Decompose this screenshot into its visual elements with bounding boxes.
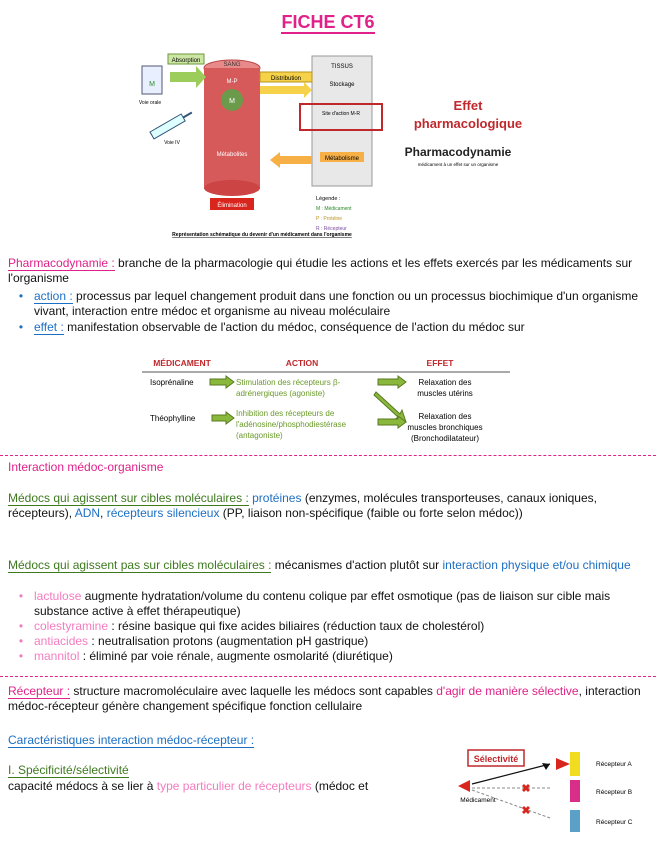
voie-iv-label: Voie IV [164,140,180,146]
legend-title: Légende : [316,196,341,202]
svg-text:pharmacologique: pharmacologique [413,116,523,131]
recepteur-definition: Récepteur : structure macromoléculaire avec laquelle les médocs sont capables d'agir de manière sélective, interaction médoc-récepteur génère changement spécifique fonction cellulaire [8,684,641,713]
svg-text:Élimination: Élimination [217,203,247,209]
svg-text:M : Médicament: M : Médicament [316,206,352,212]
divider [0,455,656,456]
svg-text:(antagoniste): (antagoniste) [236,431,283,440]
svg-text:Relaxation des: Relaxation des [418,378,472,387]
svg-text:muscles bronchiques: muscles bronchiques [407,423,483,432]
sang-label: SANG [223,62,241,68]
metabolites-label: Métabolites [216,152,248,158]
svg-text:Inhibition des récepteurs de: Inhibition des récepteurs de [236,409,335,418]
recepteur-b-icon [570,780,580,802]
medicament-icon [458,780,470,792]
svg-text:adrénergiques (agoniste): adrénergiques (agoniste) [236,389,325,398]
drug-action-table [140,352,520,452]
pharmacokinetics-diagram [130,48,530,238]
svg-text:P : Protéine: P : Protéine [316,216,343,222]
caracteristiques-title: Caractéristiques interaction médoc-récepteur : [8,733,255,747]
syringe-icon [150,109,194,139]
voie-orale-label: Voie orale [138,100,162,106]
oral-drug-icon [142,66,162,94]
page-title: FICHE CT6 [281,12,375,32]
svg-text:Stockage: Stockage [329,82,355,88]
drug-isoprenaline: Isoprénaline [150,378,194,387]
pharmacodynamie-label: Pharmacodynamie [404,145,512,159]
distribution-label: Distribution [270,76,302,82]
tissus-box [312,56,372,186]
definition-action: • action : processus par lequel changement produit dans une fonction ou un processus biochimique d'un organisme vivant, interaction entre médoc et organisme au niveau moléculaire [18,289,639,318]
svg-text:Stimulation des récepteurs β-: Stimulation des récepteurs β- [236,378,341,387]
definition-effet: • effet : manifestation observable de l'action du médoc, conséquence de l'action du médoc sur [18,320,525,334]
diagram-caption: Représentation schématique du devenir d'un médicament dans l'organisme [172,232,352,238]
header-action: ACTION [285,358,319,368]
recepteur-c-icon [570,810,580,832]
svg-text:Récepteur B: Récepteur B [596,789,633,796]
list-item: • colestyramine : résine basique qui fixe acides biliaires (réduction taux de cholestérol) [18,619,485,633]
svg-text:Métabolisme: Métabolisme [324,156,360,162]
mp-label: M-P [226,79,238,85]
cibles-paragraph: Médocs qui agissent sur cibles moléculaires : protéines (enzymes, molécules transporteuses, canaux ioniques, récepteurs), ADN, récepteurs silencieux (PP, liaison non-spécifique (faible ou forte selon médoc)) [8,491,597,520]
blood-cylinder [204,68,260,188]
svg-text:Site d'action M-R: Site d'action M-R [322,111,360,117]
svg-text:Médicament: Médicament [460,797,496,804]
noncibles-list [8,589,648,664]
recepteur-a-icon [570,752,580,776]
absorption-label: Absorption [171,58,201,64]
effet-pharmacologique-label: Effet [453,98,483,113]
section-interaction-title: Interaction médoc-organisme [8,460,164,474]
svg-text:Relaxation des: Relaxation des [418,412,472,421]
svg-text:✖: ✖ [521,783,531,795]
header-medicament: MÉDICAMENT [153,358,211,368]
drug-theophylline: Théophylline [150,414,196,423]
specificite-text: capacité médocs à se lier à type particulier de récepteurs (médoc et [8,779,369,793]
divider [0,676,656,677]
svg-text:l'adénosine/phosphodiestérase: l'adénosine/phosphodiestérase [236,420,347,429]
svg-text:Sélectivité: Sélectivité [473,754,519,764]
definition-pharmacodynamie: Pharmacodynamie : branche de la pharmacologie qui étudie les actions et les effets exercés par les médicaments sur l'organisme [8,256,633,285]
svg-text:(Bronchodilatateur): (Bronchodilatateur) [410,434,480,443]
svg-text:Récepteur C: Récepteur C [596,819,633,826]
m-label: M [229,98,235,105]
list-item: • lactulose augmente hydratation/volume du contenu colique par effet osmotique (pas de liaison sur cible mais substance active à effet thérapeutique) [18,589,611,618]
svg-text:R : Récepteur: R : Récepteur [316,226,347,232]
svg-text:muscles utérins: muscles utérins [417,389,473,398]
svg-text:M: M [149,81,155,88]
selectivity-diagram [450,744,650,844]
svg-text:✖: ✖ [521,805,531,817]
list-item: • antiacides : neutralisation protons (augmentation pH gastrique) [18,634,369,648]
svg-text:Récepteur A: Récepteur A [596,761,632,768]
list-item: • mannitol : éliminé par voie rénale, augmente osmolarité (diurétique) [18,649,393,663]
specificite-title: I. Spécificité/sélectivité [8,763,129,777]
svg-text:médicament à un effet sur un o: médicament à un effet sur un organisme [417,162,499,167]
svg-text:TISSUS: TISSUS [331,64,353,70]
header-effet: EFFET [426,358,454,368]
noncibles-paragraph: Médocs qui agissent pas sur cibles moléculaires : mécanismes d'action plutôt sur interaction physique et/ou chimique [8,558,631,572]
